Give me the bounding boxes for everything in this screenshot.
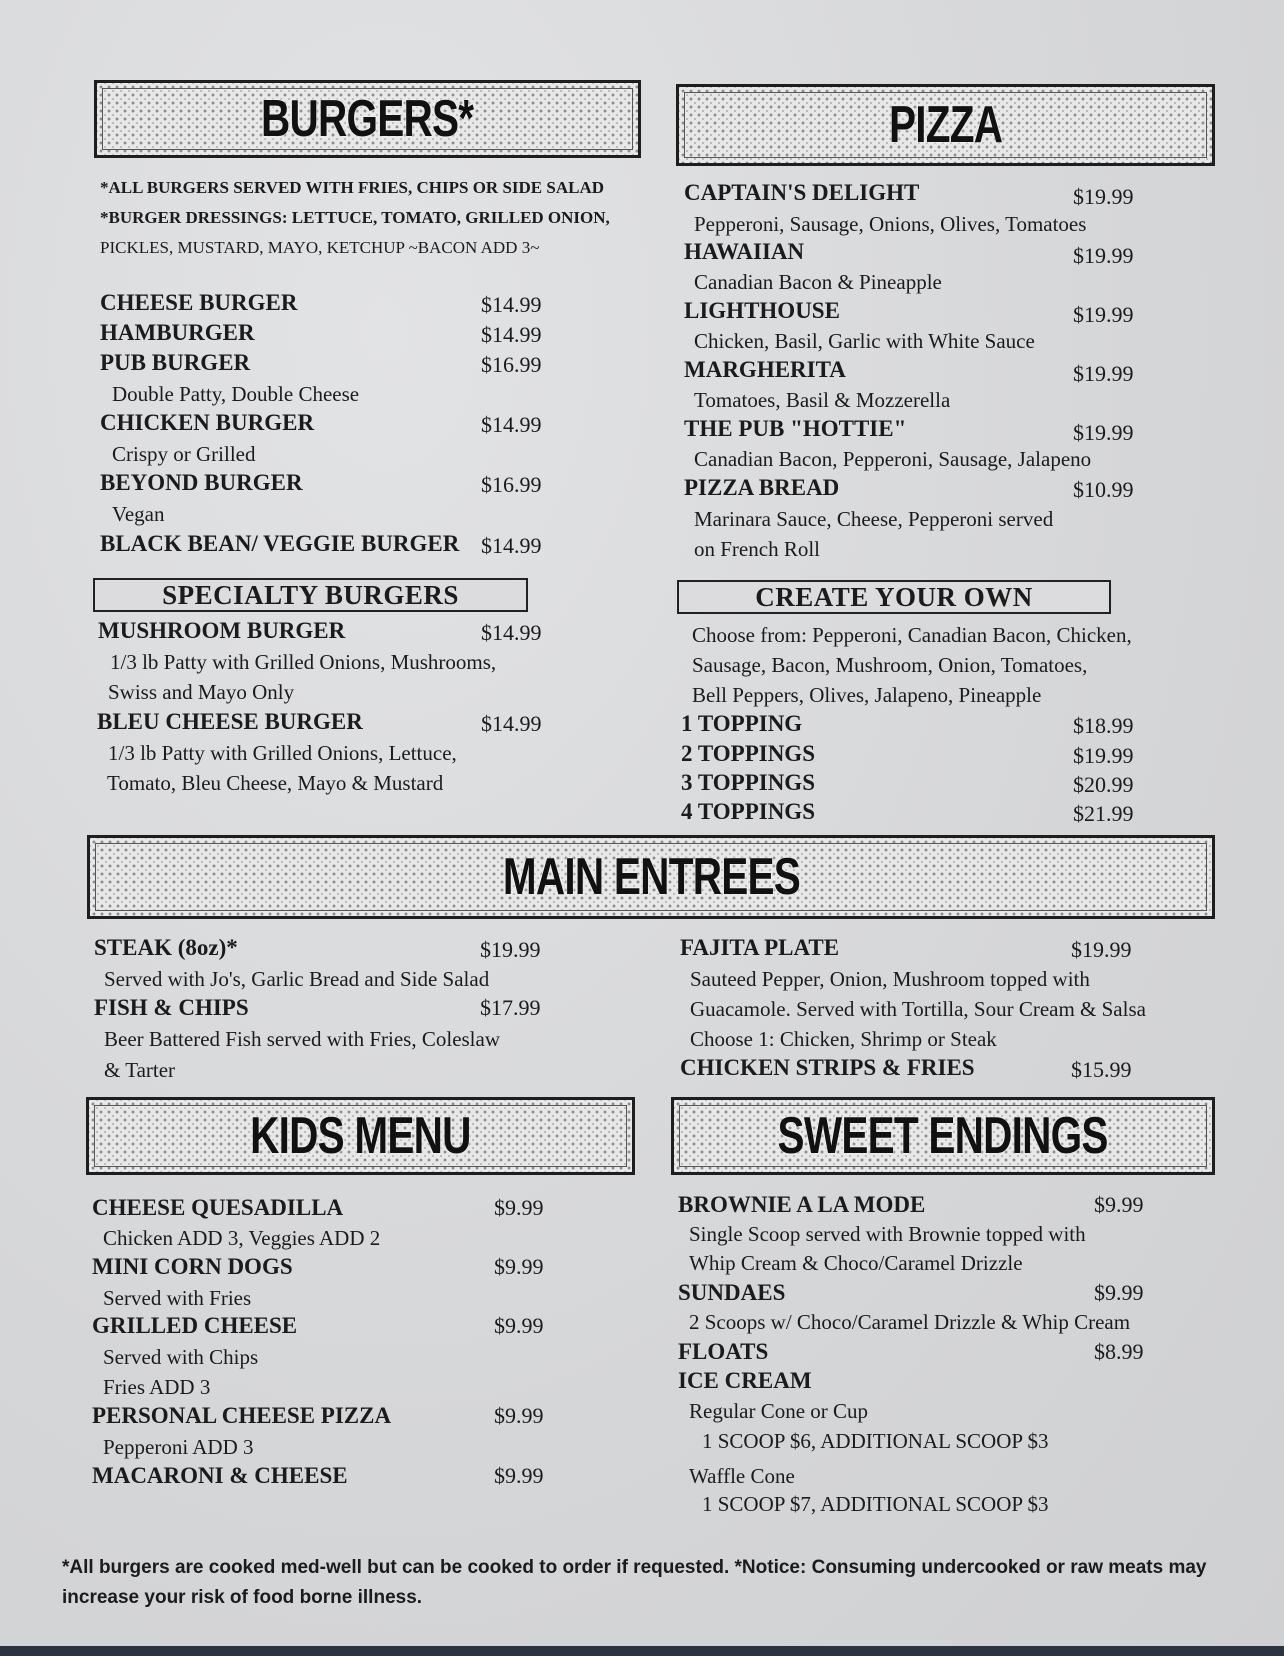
menu-item-price: $8.99 [1094, 1339, 1144, 1364]
menu-item-name: MARGHERITA [684, 357, 846, 382]
menu-item-name: HAWAIIAN [684, 239, 805, 264]
menu-item-desc: Double Patty, Double Cheese [112, 382, 360, 406]
menu-item-name: GRILLED CHEESE [92, 1313, 298, 1338]
menu-item-price: $14.99 [481, 711, 542, 736]
menu-item-desc: 1/3 lb Patty with Grilled Onions, Lettuce, [108, 741, 457, 765]
menu-item-price: $19.99 [480, 937, 541, 962]
menu-item-price: $9.99 [494, 1313, 544, 1338]
menu-item-desc: Regular Cone or Cup [689, 1399, 869, 1423]
pizza-title: PIZZA [888, 96, 1003, 154]
menu-item-desc: Served with Jo's, Garlic Bread and Side Salad [104, 967, 490, 991]
menu-item-name: CHEESE BURGER [100, 290, 298, 315]
menu-item-desc: Served with Chips [103, 1345, 259, 1369]
menu-item-desc: Choose 1: Chicken, Shrimp or Steak [690, 1027, 997, 1051]
menu-item-name: BLEU CHEESE BURGER [97, 709, 363, 734]
photo-bottom-edge [0, 1646, 1284, 1656]
kids-menu-title: KIDS MENU [250, 1107, 471, 1165]
menu-item-price: $19.99 [1073, 184, 1134, 209]
create-choose-text: Choose from: Pepperoni, Canadian Bacon, Chicken, [692, 623, 1132, 647]
menu-item-desc: 2 Scoops w/ Choco/Caramel Drizzle & Whip Cream [689, 1310, 1131, 1334]
menu-item-desc: Swiss and Mayo Only [108, 680, 295, 704]
menu-item-name: SUNDAES [678, 1280, 786, 1305]
menu-item-price: $9.99 [494, 1463, 544, 1488]
burgers-banner [94, 80, 641, 158]
menu-item-name: FISH & CHIPS [94, 995, 249, 1020]
menu-item-name: BEYOND BURGER [100, 470, 303, 495]
menu-item-price: $9.99 [494, 1195, 544, 1220]
menu-item-name: PUB BURGER [100, 350, 251, 375]
topping-option-price: $20.99 [1073, 772, 1134, 797]
menu-item-name: MACARONI & CHEESE [92, 1463, 348, 1488]
menu-item-name: ICE CREAM [678, 1368, 812, 1393]
menu-item-desc: Vegan [112, 502, 165, 526]
topping-option-price: $19.99 [1073, 743, 1134, 768]
menu-item-price: $9.99 [1094, 1192, 1144, 1217]
menu-item-name: PIZZA BREAD [684, 475, 840, 500]
kids-menu-banner [86, 1097, 635, 1175]
menu-item-name: CHICKEN BURGER [100, 410, 315, 435]
footer-disclaimer [62, 1553, 1252, 1613]
menu-item-desc: Crispy or Grilled [112, 442, 256, 466]
menu-item-name: BROWNIE A LA MODE [678, 1192, 926, 1217]
menu-item-name: MINI CORN DOGS [92, 1254, 293, 1279]
sweet-endings-title: SWEET ENDINGS [777, 1107, 1109, 1165]
menu-item-desc: Pepperoni, Sausage, Onions, Olives, Tomatoes [694, 212, 1087, 236]
menu-item-name: LIGHTHOUSE [684, 298, 840, 323]
menu-item-name: MUSHROOM BURGER [98, 618, 346, 643]
menu-item-price: $19.99 [1071, 937, 1132, 962]
menu-item-name: THE PUB "HOTTIE" [684, 416, 907, 441]
menu-item-price: $14.99 [481, 620, 542, 645]
menu-item-price: $19.99 [1073, 420, 1134, 445]
menu-item-desc: Waffle Cone [689, 1464, 795, 1488]
topping-option-name: 3 TOPPINGS [681, 770, 815, 795]
menu-item-desc: 1/3 lb Patty with Grilled Onions, Mushrooms, [110, 650, 497, 674]
menu-item-desc: 1 SCOOP $6, ADDITIONAL SCOOP $3 [702, 1429, 1049, 1453]
sweet-endings-banner [671, 1097, 1215, 1175]
menu-item-desc: Tomatoes, Basil & Mozzerella [694, 388, 951, 412]
menu-item-desc: on French Roll [694, 537, 820, 561]
create-your-own-banner [677, 580, 1111, 614]
menu-item-desc: Chicken, Basil, Garlic with White Sauce [694, 329, 1035, 353]
menu-item-price: $15.99 [1071, 1057, 1132, 1082]
menu-item-price: $16.99 [481, 352, 542, 377]
menu-item-desc: Whip Cream & Choco/Caramel Drizzle [689, 1251, 1023, 1275]
menu-item-desc: Served with Fries [103, 1286, 252, 1310]
menu-item-desc: Tomato, Bleu Cheese, Mayo & Mustard [107, 771, 444, 795]
menu-item-price: $9.99 [494, 1254, 544, 1279]
pizza-banner [676, 84, 1215, 166]
main-entrees-banner [87, 835, 1215, 919]
menu-item-desc: & Tarter [104, 1058, 176, 1082]
menu-item-price: $9.99 [1094, 1280, 1144, 1305]
create-your-own-title: CREATE YOUR OWN [755, 581, 1033, 612]
burgers-title: BURGERS* [261, 90, 474, 148]
create-choose-text: Sausage, Bacon, Mushroom, Onion, Tomatoes, [692, 653, 1088, 677]
menu-item-desc: Fries ADD 3 [103, 1375, 211, 1399]
menu-item-name: PERSONAL CHEESE PIZZA [92, 1403, 392, 1428]
menu-item-price: $17.99 [480, 995, 541, 1020]
menu-item-name: FAJITA PLATE [680, 935, 840, 960]
menu-item-desc: Marinara Sauce, Cheese, Pepperoni served [694, 507, 1054, 531]
footer-line-1: *All burgers are cooked med-well but can be cooked to order if requested. *Notice: Consuming undercooked or raw meats may [62, 1557, 1207, 1578]
topping-option-name: 4 TOPPINGS [681, 799, 815, 824]
footer-line-2: increase your risk of food borne illness. [62, 1587, 423, 1608]
menu-item-name: CHEESE QUESADILLA [92, 1195, 344, 1220]
menu-item-name: BLACK BEAN/ VEGGIE BURGER [100, 531, 460, 556]
specialty-burgers-banner [93, 578, 528, 612]
menu-item-price: $10.99 [1073, 477, 1134, 502]
create-choose-text: Bell Peppers, Olives, Jalapeno, Pineapple [692, 683, 1042, 707]
menu-item-desc: Canadian Bacon, Pepperoni, Sausage, Jalapeno [694, 447, 1092, 471]
menu-item-desc: Beer Battered Fish served with Fries, Coleslaw [104, 1027, 501, 1051]
menu-item-name: STEAK (8oz)* [94, 935, 238, 960]
menu-item-price: $9.99 [494, 1403, 544, 1428]
menu-item-name: HAMBURGER [100, 320, 255, 345]
menu-item-desc: Sauteed Pepper, Onion, Mushroom topped with [690, 967, 1090, 991]
menu-item-price: $14.99 [481, 533, 542, 558]
topping-option-name: 1 TOPPING [681, 711, 803, 736]
menu-item-desc: Pepperoni ADD 3 [103, 1435, 254, 1459]
menu-item-desc: Canadian Bacon & Pineapple [694, 270, 942, 294]
menu-item-name: FLOATS [678, 1339, 769, 1364]
burgers-note-1: *ALL BURGERS SERVED WITH FRIES, CHIPS OR SIDE SALAD [100, 178, 605, 197]
menu-item-price: $14.99 [481, 292, 542, 317]
specialty-burgers-title: SPECIALTY BURGERS [162, 579, 459, 610]
menu-item-desc: Single Scoop served with Brownie topped with [689, 1222, 1086, 1246]
menu-item-desc: Chicken ADD 3, Veggies ADD 2 [103, 1226, 381, 1250]
topping-option-price: $21.99 [1073, 801, 1134, 826]
menu-item-price: $19.99 [1073, 361, 1134, 386]
main-entrees-title: MAIN ENTREES [502, 848, 800, 906]
burgers-note-3: PICKLES, MUSTARD, MAYO, KETCHUP ~BACON ADD 3~ [100, 238, 540, 257]
menu-item-desc: 1 SCOOP $7, ADDITIONAL SCOOP $3 [702, 1492, 1049, 1516]
menu-item-price: $19.99 [1073, 302, 1134, 327]
menu-item-price: $19.99 [1073, 243, 1134, 268]
menu-item-name: CHICKEN STRIPS & FRIES [680, 1055, 975, 1080]
menu-item-desc: Guacamole. Served with Tortilla, Sour Cream & Salsa [690, 997, 1146, 1021]
menu-item-price: $14.99 [481, 322, 542, 347]
menu-item-name: CAPTAIN'S DELIGHT [684, 180, 920, 205]
burgers-note-2: *BURGER DRESSINGS: LETTUCE, TOMATO, GRILLED ONION, [100, 208, 610, 227]
topping-option-price: $18.99 [1073, 713, 1134, 738]
topping-option-name: 2 TOPPINGS [681, 741, 815, 766]
menu-item-price: $16.99 [481, 472, 542, 497]
menu-item-price: $14.99 [481, 412, 542, 437]
